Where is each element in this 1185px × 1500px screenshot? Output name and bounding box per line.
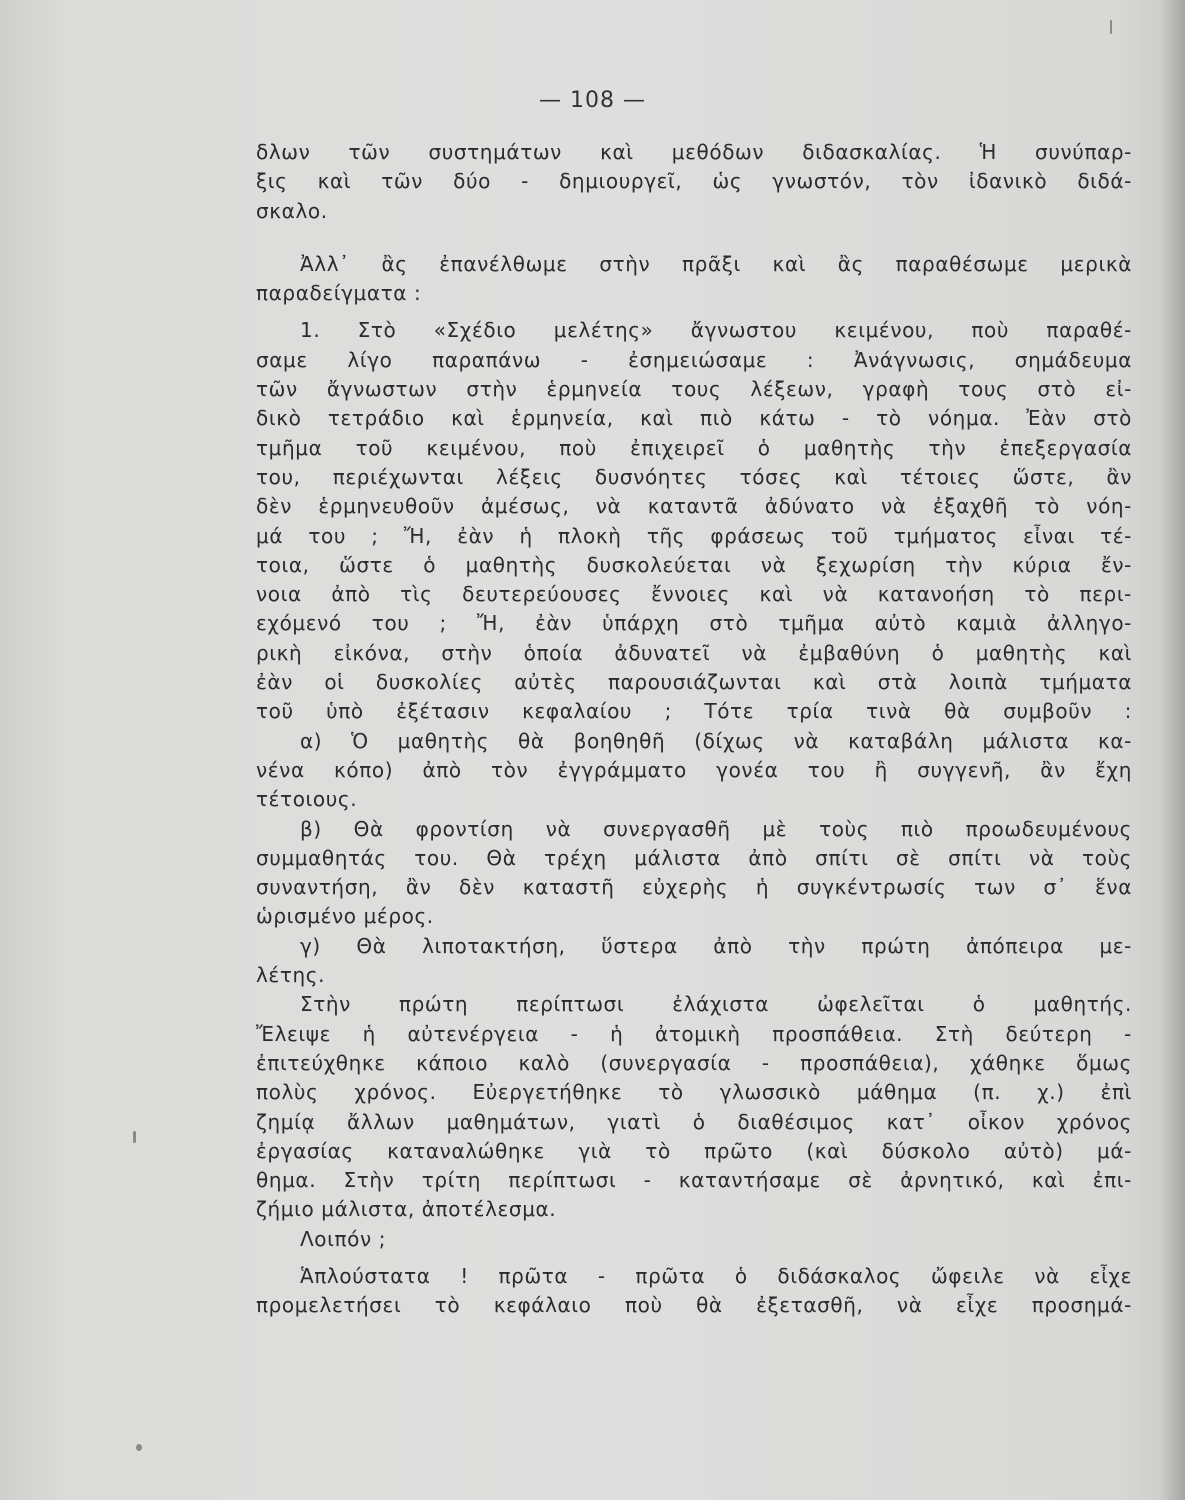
paragraph-gap (256, 308, 1132, 316)
paragraph-gap (256, 1254, 1132, 1262)
text-line: δὲν ἑρμηνευθοῦν ἀμέσως, νὰ καταντᾶ ἀδύνατο νὰ ἐξαχθῆ τὸ νόη- (256, 494, 1132, 519)
text-line: ξις καὶ τῶν δύο - δημιουργεῖ, ὡς γνωστόν, τὸν ἰδανικὸ διδά- (256, 169, 1132, 194)
scan-speck (136, 1444, 142, 1451)
page-edge-shadow (1159, 0, 1185, 1500)
text-line: Ἁπλούστατα ! πρῶτα - πρῶτα ὁ διδάσκαλος ὤφειλε νὰ εἶχε (300, 1263, 1132, 1288)
text-line: συμμαθητάς του. Θὰ τρέχη μάλιστα ἀπὸ σπίτι σὲ σπίτι νὰ τοὺς (256, 845, 1132, 870)
text-line: β) Θὰ φροντίση νὰ συνεργασθῆ μὲ τοὺς πιὸ προωδευμένους (300, 816, 1132, 841)
text-line: ζήμιο μάλιστα, ἀποτέλεσμα. (256, 1197, 557, 1222)
text-line: α) Ὁ μαθητὴς θὰ βοηθηθῆ (δίχως νὰ καταβάλη μάλιστα κα- (300, 728, 1132, 753)
text-line: πολὺς χρόνος. Εὐεργετήθηκε τὸ γλωσσικὸ μάθημα (π. χ.) ἐπὶ (256, 1080, 1132, 1105)
text-line: εχόμενό του ; Ἤ, ἐὰν ὑπάρχη στὸ τμῆμα αὐτὸ καμιὰ ἀλληγο- (256, 611, 1132, 636)
text-line: παραδείγματα : (256, 281, 422, 306)
text-line: τοῦ ὑπὸ ἐξέτασιν κεφαλαίου ; Τότε τρία τινὰ θὰ συμβοῦν : (256, 699, 1132, 724)
text-line: δλων τῶν συστημάτων καὶ μεθόδων διδασκαλίας. Ἡ συνύπαρ- (256, 140, 1132, 164)
text-line: ρικὴ εἰκόνα, στὴν ὁποία ἀδυνατεῖ νὰ ἐμβαθύνη ὁ μαθητὴς καὶ (256, 640, 1132, 665)
scan-speck (133, 1131, 136, 1143)
text-line: δικὸ τετράδιο καὶ ἑρμηνεία, καὶ πιὸ κάτω - τὸ νόημα. Ἐὰν στὸ (256, 406, 1132, 431)
text-line: του, περιέχωνται λέξεις δυσνόητες τόσες καὶ τέτοιες ὥστε, ἂν (256, 464, 1132, 489)
page-number: — 108 — (539, 88, 646, 113)
text-line: ζημίᾳ ἄλλων μαθημάτων, γιατὶ ὁ διαθέσιμος κατ᾽ οἶκον χρόνος (256, 1109, 1132, 1134)
text-line: σαμε λίγο παραπάνω - ἐσημειώσαμε : Ἀνάγνωσις, σημάδευμα (256, 347, 1132, 372)
text-line: ὡρισμένο μέρος. (256, 904, 434, 929)
text-line: συναντήση, ἂν δὲν καταστῆ εὐχερὴς ἡ συγκέντρωσίς των σ᾽ ἕνα (256, 875, 1132, 900)
text-line: προμελετήσει τὸ κεφάλαιο ποὺ θὰ ἐξετασθῆ, νὰ εἶχε προσημά- (256, 1293, 1132, 1318)
text-line: ἐπιτεύχθηκε κάποιο καλὸ (συνεργασία - προσπάθεια), χάθηκε ὅμως (256, 1050, 1132, 1075)
text-line: τοια, ὥστε ὁ μαθητὴς δυσκολεύεται νὰ ξεχωρίση τὴν κύρια ἔν- (256, 552, 1132, 577)
text-line: σκαλο. (256, 198, 328, 223)
text-line: ἐὰν οἱ δυσκολίες αὐτὲς παρουσιάζωνται καὶ στὰ λοιπὰ τμήματα (256, 670, 1132, 695)
text-line: Ἀλλ᾽ ἂς ἐπανέλθωμε στὴν πρᾶξι καὶ ἂς παραθέσωμε μερικὰ (300, 251, 1132, 276)
text-line: Ἔλειψε ἡ αὐτενέργεια - ἡ ἀτομικὴ προσπάθεια. Στὴ δεύτερη - (256, 1021, 1132, 1046)
text-line: ἐργασίας καταναλώθηκε γιὰ τὸ πρῶτο (καὶ δύσκολο αὐτὸ) μά- (256, 1138, 1132, 1163)
text-line: λέτης. (256, 963, 326, 988)
page-body (256, 138, 1132, 1321)
text-line: νένα κόπο) ἀπὸ τὸν ἐγγράμματο γονέα του ἢ συγγενῆ, ἂν ἔχη (256, 757, 1132, 782)
text-line: Λοιπόν ; (300, 1226, 387, 1251)
text-line: 1. Στὸ «Σχέδιο μελέτης» ἄγνωστου κειμένου, ποὺ παραθέ- (300, 318, 1132, 343)
text-line: τμῆμα τοῦ κειμένου, ποὺ ἐπιχειρεῖ ὁ μαθητὴς τὴν ἐπεξεργασία (256, 435, 1132, 460)
text-line: Στὴν πρώτη περίπτωσι ἐλάχιστα ὠφελεῖται ὁ μαθητής. (300, 992, 1132, 1017)
scan-speck (1110, 20, 1112, 34)
text-line: τῶν ἄγνωστων στὴν ἑρμηνεία τους λέξεων, γραφὴ τους στὸ εἰ- (256, 377, 1132, 402)
text-line: νοια ἀπὸ τὶς δευτερεύουσες ἔννοιες καὶ νὰ κατανοήση τὸ περι- (256, 582, 1132, 607)
text-line: τέτοιους. (256, 787, 358, 812)
text-line: θημα. Στὴν τρίτη περίπτωσι - καταντήσαμε σὲ ἀρνητικό, καὶ ἐπι- (256, 1168, 1132, 1193)
text-line: μά του ; Ἤ, ἐὰν ἡ πλοκὴ τῆς φράσεως τοῦ τμήματος εἶναι τέ- (256, 523, 1132, 548)
paragraph-gap (256, 226, 1132, 250)
text-line: γ) Θὰ λιποτακτήση, ὕστερα ἀπὸ τὴν πρώτη ἀπόπειρα με- (300, 933, 1132, 958)
